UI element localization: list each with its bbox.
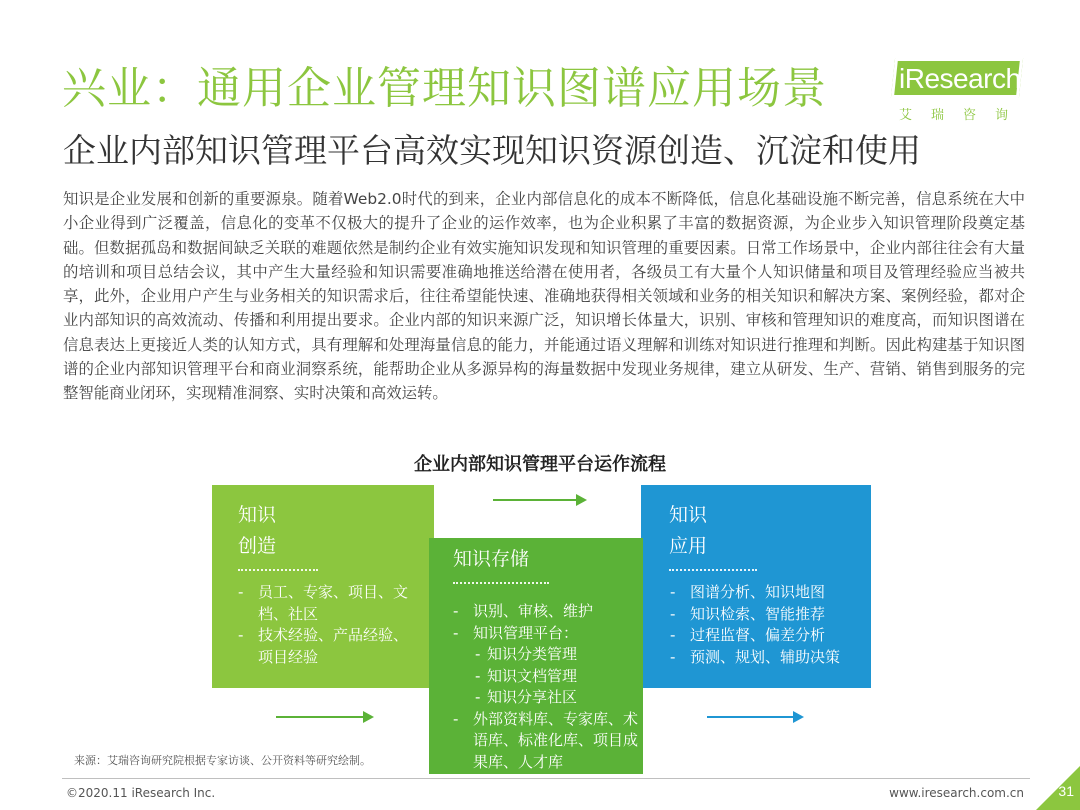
creation-list — [238, 582, 408, 668]
arrow-right-bottom-left — [276, 716, 372, 718]
application-title-line1: 知识 — [669, 504, 708, 526]
storage-item: - 知识管理平台： — [453, 623, 638, 645]
creation-item: - 技术经验、产品经验、项目经验 — [238, 625, 408, 668]
application-item: - 知识检索、智能推荐 — [670, 604, 865, 626]
storage-sub-item: - 知识分类管理 — [453, 644, 638, 666]
storage-list — [453, 601, 638, 773]
footer-divider — [62, 778, 1030, 779]
creation-title-line2: 创造 — [238, 535, 277, 557]
storage-item: - 外部资料库、专家库、术语库、标准化库、项目成果库、人才库 — [453, 709, 638, 774]
application-item: - 过程监督、偏差分析 — [670, 625, 865, 647]
knowledge-application-box — [641, 485, 871, 688]
iresearch-logo — [893, 58, 1033, 128]
application-divider — [669, 569, 757, 571]
page-title: 兴业：通用企业管理知识图谱应用场景 — [62, 63, 827, 114]
application-item: - 预测、规划、辅助决策 — [670, 647, 865, 669]
storage-item: - 识别、审核、维护 — [453, 601, 638, 623]
storage-divider — [453, 582, 549, 584]
arrow-right-top — [493, 499, 585, 501]
storage-sub-item: - 知识文档管理 — [453, 666, 638, 688]
page-subtitle: 企业内部知识管理平台高效实现知识资源创造、沉淀和使用 — [63, 131, 921, 170]
storage-title: 知识存储 — [453, 548, 530, 570]
page-number: 31 — [1058, 783, 1074, 799]
storage-sub-item: - 知识分享社区 — [453, 687, 638, 709]
application-title-line2: 应用 — [669, 535, 708, 557]
creation-divider — [238, 569, 318, 571]
knowledge-creation-box — [212, 485, 434, 688]
source-note: 来源：艾瑞咨询研究院根据专家访谈、公开资料等研究绘制。 — [74, 754, 371, 767]
knowledge-storage-box — [429, 538, 643, 774]
creation-item: - 员工、专家、项目、文档、社区 — [238, 582, 408, 625]
website-link[interactable]: www.iresearch.com.cn — [889, 786, 1024, 800]
application-list — [670, 582, 865, 668]
logo-chinese-name: 艾瑞咨询 — [899, 108, 1028, 123]
copyright: ©2020.11 iResearch Inc. — [66, 786, 216, 800]
body-paragraph: 知识是企业发展和创新的重要源泉。随着Web2.0时代的到来，企业内部信息化的成本不断降低，信息化基础设施不断完善，信息系统在大中小企业得到广泛覆盖，信息化的变革不仅极大的提升了企业的运作效率，也为企业积累了丰富的数据资源，为企业步入知识管理阶段奠定基础。但数据孤岛和数据间缺乏关联的难题依然是制约企业有效实施知识发现和知识管理的重要因素。日常工作场景中，企业内部往往会有大量的培训和项目总结会议，其中产生大量经验和知识需要准确地推送给潜在使用者，各级员工有大量个人知识储量和项目及管理经验应当被共享，此外，企业用户产生与业务相关的知识需求后，往往希望能快速、准确地获得相关领域和业务的相关知识和解决方案、案例经验，都对企业内部知识的高效流动、传播和利用提出要求。企业内部的知识来源广泛，知识增长体量大，识别、审核和管理知识的难度高，而知识图谱在信息表达上更接近人类的认知方式，具有理解和处理海量信息的能力，并能通过语义理解和训练对知识进行推理和判断。因此构建基于知识图谱的企业内部知识管理平台和商业洞察系统，能帮助企业从多源异构的海量数据中发现业务规律，建立从研发、生产、营销、销售到服务的完整智能商业闭环，实现精准洞察、实时决策和高效运转。 — [63, 190, 1025, 403]
application-item: - 图谱分析、知识地图 — [670, 582, 865, 604]
flow-title: 企业内部知识管理平台运作流程 — [414, 454, 666, 475]
arrow-right-bottom-right — [707, 716, 802, 718]
logo-wordmark: iResearch — [899, 63, 1021, 94]
creation-title-line1: 知识 — [238, 504, 277, 526]
